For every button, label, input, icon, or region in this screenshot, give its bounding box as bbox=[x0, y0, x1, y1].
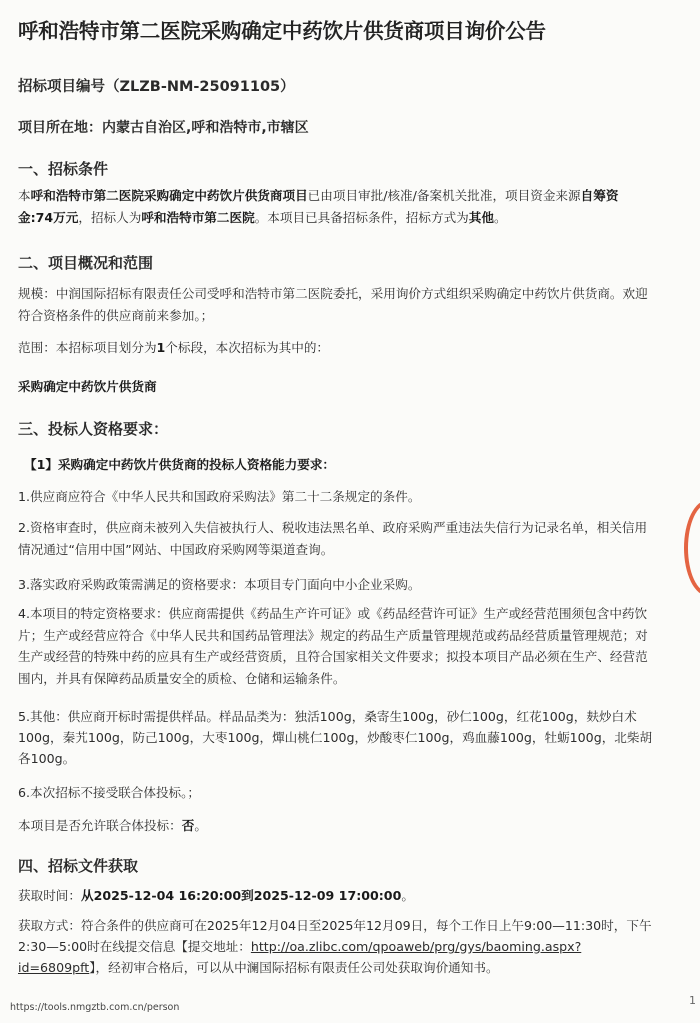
page-title: 呼和浩特市第二医院采购确定中药饮片供货商项目询价公告 bbox=[18, 19, 546, 43]
text: 获取时间： bbox=[18, 888, 81, 903]
project-number: 招标项目编号（ZLZB-NM-25091105） bbox=[18, 79, 295, 95]
lot-name: 采购确定中药饮片供货商 bbox=[18, 379, 157, 394]
submission-link[interactable]: http://oa.zlibc.com/qpoaweb/prg/gys/baoming.aspx? bbox=[250, 939, 582, 954]
footer-url: https://tools.nmgztb.com.cn/person bbox=[10, 1002, 180, 1013]
range-paragraph bbox=[18, 337, 700, 359]
qualification-item-2 bbox=[18, 517, 700, 561]
method-line: 获取方式：符合条件的供应商可在2025年12月04日至2025年12月09日，每个工作日上午9:00—11:30时，下午 bbox=[18, 918, 652, 933]
page-number: 1 bbox=[689, 994, 696, 1007]
item-line: 情况通过“信用中国”网站、中国政府采购网等渠道查询。 bbox=[18, 542, 334, 557]
item-line: 100g，秦艽100g，防己100g，大枣100g，燀山桃仁100g，炒酸枣仁100g，鸡血藤100g，牡蛎100g，北柴胡 bbox=[18, 730, 653, 745]
item-line: 各100g。 bbox=[18, 751, 76, 766]
lot-count: 1 bbox=[156, 340, 166, 355]
item-line: 片；生产或经营应符合《中华人民共和国药品管理法》规定的药品生产质量管理规范或药品经营质量管理规范；对 bbox=[18, 627, 648, 643]
section-2-heading: 二、项目概况和范围 bbox=[18, 254, 154, 272]
text: 】，经初审合格后，可以从中澜国际招标有限责任公司处获取询价通知书。 bbox=[89, 960, 499, 975]
joint-bid-answer: 否 bbox=[181, 818, 195, 833]
joint-bid-line bbox=[18, 815, 700, 837]
item-line: 4.本项目的特定资格要求：供应商需提供《药品生产许可证》或《药品经营许可证》生产或经营范围须包含中药饮 bbox=[18, 606, 648, 621]
text: 。 bbox=[194, 818, 207, 833]
text: 范围：本招标项目划分为 bbox=[18, 340, 157, 355]
text: 本项目是否允许联合体投标： bbox=[18, 818, 182, 833]
text: 已由项目审批/核准/备案机关批准，项目资金来源 bbox=[307, 188, 581, 203]
item-line: 5.其他：供应商开标时需提供样品。样品品类为：独活100g，桑寄生100g，砂仁100g，红花100g，麸炒白术 bbox=[18, 709, 637, 724]
qualification-item-3: 3.落实政府采购政策需满足的资格要求：本项目专门面向中小企业采购。 bbox=[18, 577, 421, 592]
acquire-method bbox=[18, 915, 700, 978]
scale-paragraph bbox=[18, 283, 700, 327]
qualification-item-6: 6.本次招标不接受联合体投标。； bbox=[18, 785, 201, 800]
tender-method: 其他 bbox=[468, 210, 494, 225]
qualification-item-4 bbox=[18, 603, 700, 689]
section-1-heading: 一、招标条件 bbox=[18, 160, 109, 178]
fund-source: 自筹资 bbox=[580, 188, 619, 203]
section-3-heading: 三、投标人资格要求： bbox=[18, 420, 169, 438]
scale-line: 符合资格条件的供应商前来参加。； bbox=[18, 308, 214, 323]
text: ，招标人为 bbox=[78, 210, 142, 225]
text: 2:30—5:00时在线提交信息【提交地址： bbox=[18, 939, 251, 954]
text: 。 bbox=[493, 210, 507, 225]
project-location: 项目所在地：内蒙古自治区,呼和浩特市,市辖区 bbox=[18, 120, 309, 136]
qualification-subheading: 【1】采购确定中药饮片供货商的投标人资格能力要求： bbox=[24, 457, 336, 472]
section-1-body bbox=[18, 185, 700, 229]
text: 。 bbox=[401, 888, 414, 903]
project-name: 呼和浩特市第二医院采购确定中药饮片供货商项目 bbox=[30, 188, 308, 203]
item-line: 围内，并具有保障药品质量安全的质检、仓储和运输条件。 bbox=[18, 670, 346, 686]
qualification-item-5 bbox=[18, 706, 700, 769]
section-4-heading: 四、招标文件获取 bbox=[18, 857, 139, 875]
tenderer-name: 呼和浩特市第二医院 bbox=[141, 210, 255, 225]
submission-link-cont[interactable]: id=6809pft bbox=[18, 960, 90, 975]
acquire-time bbox=[18, 885, 700, 907]
qualification-item-1: 1.供应商应符合《中华人民共和国政府采购法》第二十二条规定的条件。 bbox=[18, 489, 421, 504]
text: 本 bbox=[18, 188, 31, 203]
acquire-period: 从2025-12-04 16:20:00到2025-12-09 17:00:00 bbox=[80, 888, 402, 903]
text: 个标段，本次招标为其中的： bbox=[165, 340, 330, 355]
item-line: 2.资格审查时，供应商未被列入失信被执行人、税收违法黑名单、政府采购严重违法失信行为记录名单，相关信用 bbox=[18, 520, 648, 535]
fund-amount: 金:74万元 bbox=[18, 210, 79, 225]
text: 。本项目已具备招标条件，招标方式为 bbox=[254, 210, 469, 225]
scale-line: 规模：中润国际招标有限责任公司受呼和浩特市第二医院委托，采用询价方式组织采购确定中药饮片供货商。欢迎 bbox=[18, 286, 648, 301]
item-line: 生产或经营的特殊中药的应具有生产或经营资质，且符合国家相关文件要求；拟投本项目产品必须在生产、经营范 bbox=[18, 649, 648, 664]
